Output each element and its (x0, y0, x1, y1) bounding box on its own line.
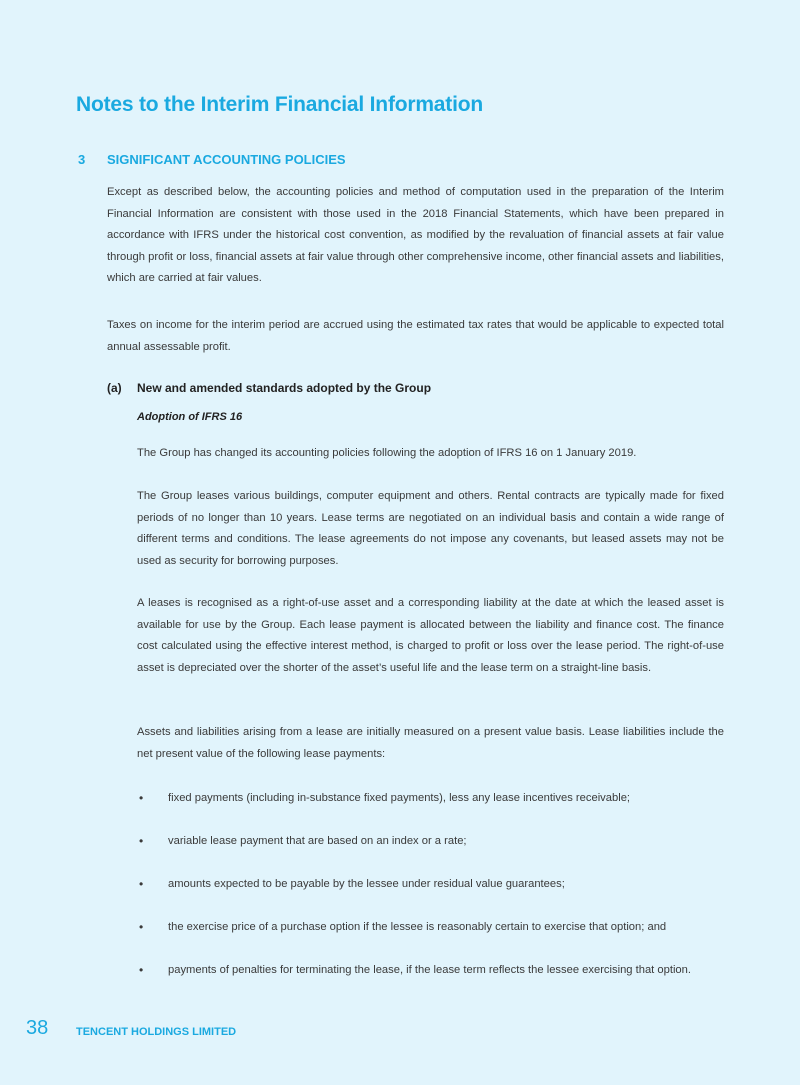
page-number: 38 (26, 1017, 49, 1039)
list-item (137, 874, 724, 917)
list-item-text: variable lease payment that are based on an index or a rate; (168, 835, 467, 847)
list-item (137, 917, 724, 960)
list-item-text: payments of penalties for terminating the lease, if the lease term reflects the lessee exercising that option. (168, 964, 691, 976)
list-item-text: fixed payments (including in-substance fixed payments), less any lease incentives receivable; (168, 792, 631, 804)
list-item-text: amounts expected to be payable by the lessee under residual value guarantees; (168, 878, 565, 890)
lease-payments-list (137, 788, 724, 1003)
list-item (137, 788, 724, 831)
list-item (137, 831, 724, 874)
subsection-title: New and amended standards adopted by the Group (137, 381, 432, 395)
subsection-paragraph: Assets and liabilities arising from a lease are initially measured on a present value basis. Lease liabilities include the net present value of the following lease payments: (137, 726, 724, 760)
section-number: 3 (78, 152, 86, 167)
subsection-subtitle: Adoption of IFRS 16 (137, 411, 243, 423)
company-name: TENCENT HOLDINGS LIMITED (76, 1026, 237, 1038)
list-item-text: the exercise price of a purchase option if the lessee is reasonably certain to exercise that option; and (168, 921, 667, 933)
page-title: Notes to the Interim Financial Information (76, 93, 483, 116)
section-paragraph: Taxes on income for the interim period are accrued using the estimated tax rates that would be applicable to expected total annual assessable profit. (107, 319, 724, 353)
section-paragraph: Except as described below, the accounting policies and method of computation used in the preparation of the Interim Financial Information are consistent with those used in the 2018 Financial Statements, which have been prepared in accordance with IFRS under the historical cost convention, as modified by the revaluation of financial assets at fair value through profit or loss, financial assets at fair value through other comprehensive income, other financial assets and liabilities, which are carried at fair values. (107, 186, 724, 284)
bullet-icon: • (139, 963, 144, 977)
subsection-paragraph: The Group has changed its accounting policies following the adoption of IFRS 16 on 1 January 2019. (137, 447, 637, 459)
subsection-paragraph: The Group leases various buildings, computer equipment and others. Rental contracts are typically made for fixed periods of no longer than 10 years. Lease terms are negotiated on an individual basis and contain a wide range of different terms and conditions. The lease agreements do not impose any covenants, but leased assets may not be used as security for borrowing purposes. (137, 490, 724, 567)
bullet-icon: • (139, 877, 144, 891)
subsection-paragraph: A leases is recognised as a right-of-use asset and a corresponding liability at the date at which the leased asset is available for use by the Group. Each lease payment is allocated between the liability and finance cost. The finance cost calculated using the effective interest method, is charged to profit or loss over the lease period. The right-of-use asset is depreciated over the shorter of the asset’s useful life and the lease term on a straight-line basis. (137, 597, 724, 674)
list-item (137, 960, 724, 1003)
section-title: SIGNIFICANT ACCOUNTING POLICIES (107, 152, 346, 167)
bullet-icon: • (139, 791, 144, 805)
subsection-label: (a) (107, 381, 122, 395)
bullet-icon: • (139, 920, 144, 934)
bullet-icon: • (139, 834, 144, 848)
